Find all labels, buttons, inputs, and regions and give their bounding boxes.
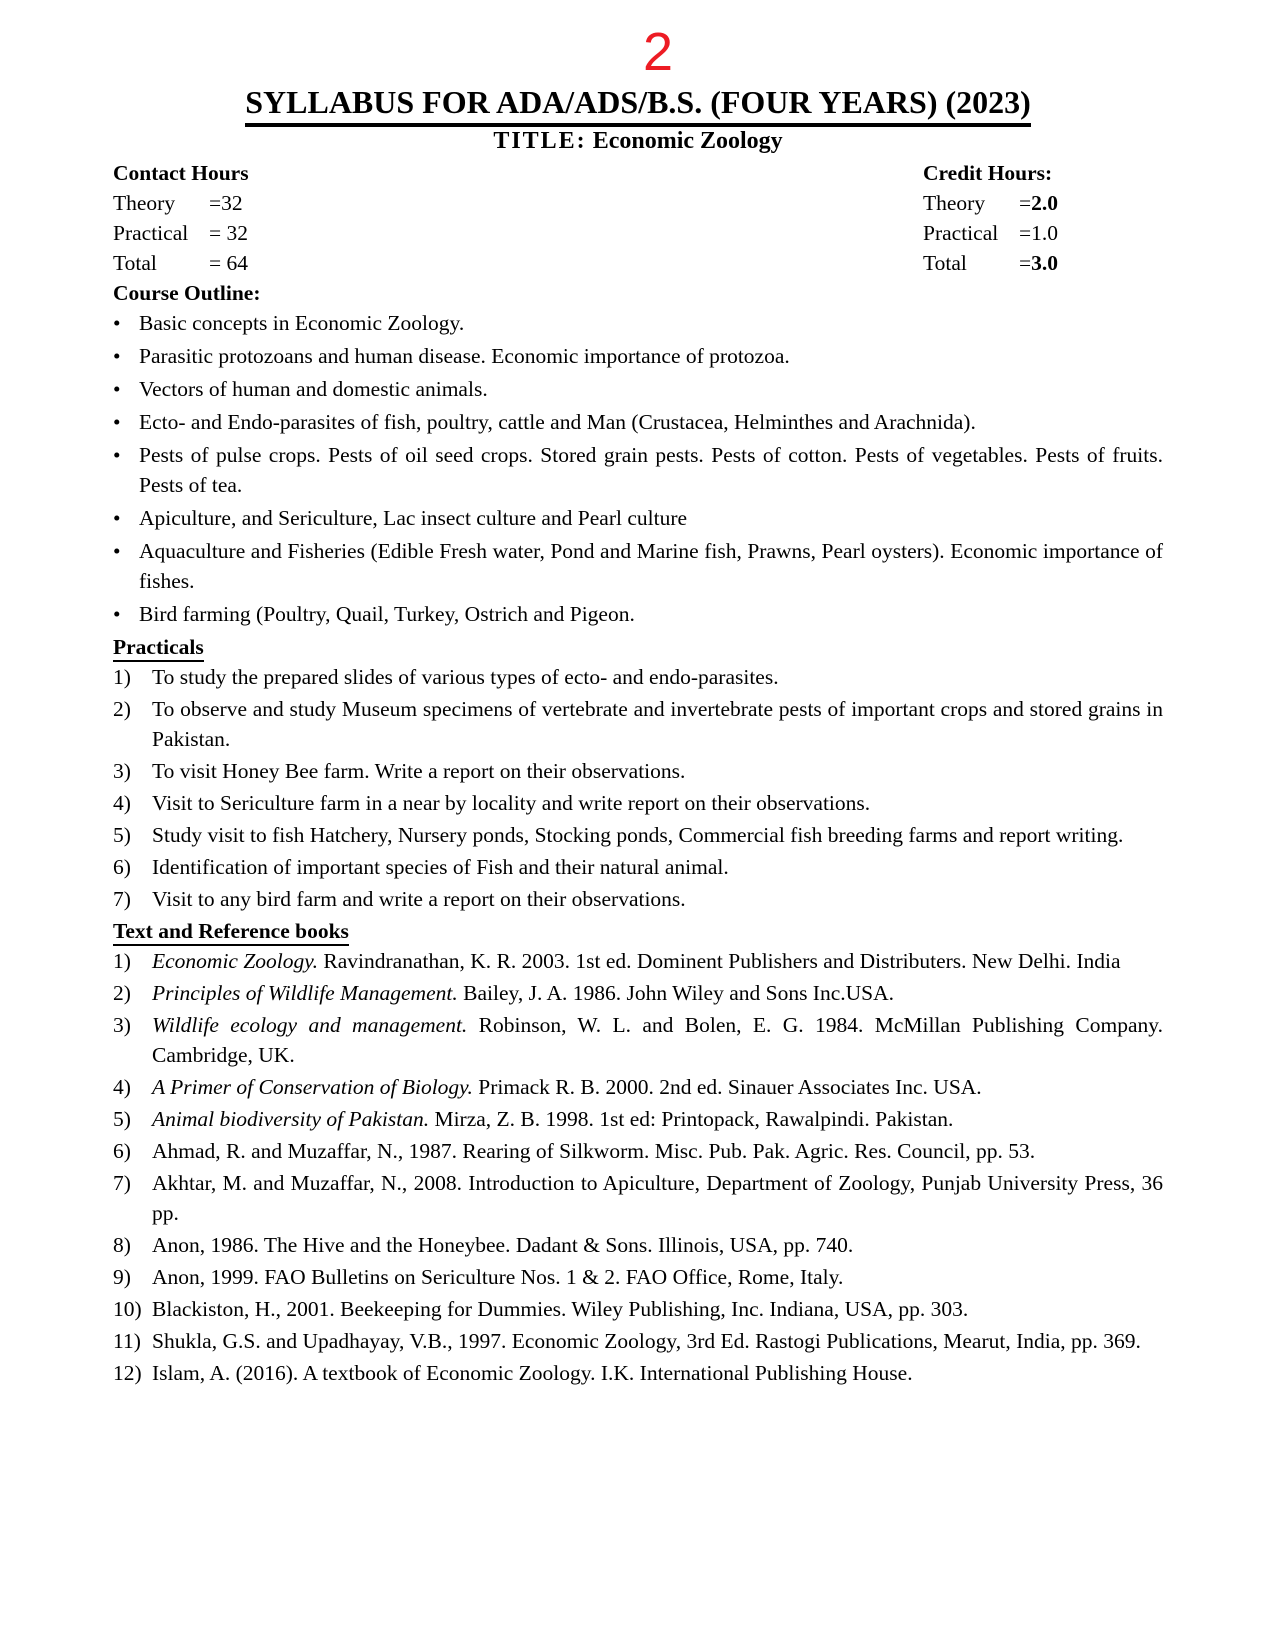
hours-row-value: 2.0	[1031, 191, 1059, 215]
reference-item-title: Principles of Wildlife Management.	[152, 981, 458, 1005]
hours-row-prefix: =	[1019, 191, 1032, 215]
list-item	[113, 599, 1163, 629]
outline-item-text: Bird farming (Poultry, Quail, Turkey, Ostrich and Pigeon.	[139, 602, 635, 626]
practical-item-number: 1)	[113, 665, 131, 689]
contact-hours-row	[113, 188, 249, 218]
references-list	[113, 946, 1163, 1388]
reference-item-number: 10)	[113, 1297, 142, 1321]
course-title-value: Economic Zoology	[592, 128, 783, 154]
list-item	[113, 1326, 1163, 1356]
credit-hours-title: Credit Hours:	[923, 161, 1053, 185]
practical-item-number: 4)	[113, 791, 131, 815]
list-item	[113, 1010, 1163, 1070]
list-item	[113, 341, 1163, 371]
contact-hours-row	[113, 218, 249, 248]
list-item	[113, 1072, 1163, 1102]
page-number: 2	[642, 22, 674, 82]
bullet-marker: •	[113, 410, 121, 434]
bullet-marker: •	[113, 539, 121, 563]
reference-item-text: Anon, 1999. FAO Bulletins on Sericulture Nos. 1 & 2. FAO Office, Rome, Italy.	[152, 1265, 844, 1289]
reference-item-number: 2)	[113, 981, 131, 1005]
practical-item-text: To study the prepared slides of various types of ecto- and endo-parasites.	[152, 665, 779, 689]
bullet-marker: •	[113, 344, 121, 368]
hours-row-label: Theory	[923, 191, 986, 215]
contact-hours-title: Contact Hours	[113, 161, 249, 185]
practical-item-text: To observe and study Museum specimens of vertebrate and invertebrate pests of important crops and stored grains in Pakistan.	[152, 697, 1163, 751]
list-item	[113, 820, 1163, 850]
hours-row-value: = 64	[209, 251, 249, 275]
outline-item-text: Aquaculture and Fisheries (Edible Fresh water, Pond and Marine fish, Prawns, Pearl oysters). Economic importance of fishes.	[139, 539, 1163, 593]
hours-row-prefix: =	[1019, 251, 1032, 275]
reference-item-text: Wildlife ecology and management. Robinson, W. L. and Bolen, E. G. 1984. McMillan Publishing Company. Cambridge, UK.	[152, 1013, 1163, 1067]
course-title-label: TITLE:	[493, 128, 587, 154]
list-item	[113, 407, 1163, 437]
practical-item-number: 3)	[113, 759, 131, 783]
reference-item-text: A Primer of Conservation of Biology. Primack R. B. 2000. 2nd ed. Sinauer Associates Inc. USA.	[152, 1075, 982, 1099]
outline-item-text: Vectors of human and domestic animals.	[139, 377, 488, 401]
contact-hours-row	[113, 248, 249, 278]
course-outline-heading: Course Outline:	[113, 281, 261, 305]
reference-item-text: Principles of Wildlife Management. Bailey, J. A. 1986. John Wiley and Sons Inc.USA.	[152, 981, 895, 1005]
practical-item-text: Visit to any bird farm and write a report on their observations.	[152, 887, 686, 911]
bullet-marker: •	[113, 506, 121, 530]
practical-item-text: Study visit to fish Hatchery, Nursery ponds, Stocking ponds, Commercial fish breeding farms and report writing.	[152, 823, 1124, 847]
outline-item-text: Parasitic protozoans and human disease. Economic importance of protozoa.	[139, 344, 790, 368]
practical-item-text: Identification of important species of Fish and their natural animal.	[152, 855, 729, 879]
bullet-marker: •	[113, 602, 121, 626]
reference-item-number: 12)	[113, 1361, 142, 1385]
hours-row-label: Total	[923, 251, 967, 275]
reference-item-number: 1)	[113, 949, 131, 973]
practical-item-number: 7)	[113, 887, 131, 911]
list-item	[113, 1358, 1163, 1388]
list-item	[113, 694, 1163, 754]
list-item	[113, 884, 1163, 914]
contact-hours-block	[113, 158, 249, 278]
list-item	[113, 308, 1163, 338]
reference-item-number: 7)	[113, 1171, 131, 1195]
hours-row-label: Theory	[113, 191, 176, 215]
list-item	[113, 788, 1163, 818]
bullet-marker: •	[113, 443, 121, 467]
reference-item-title: Animal biodiversity of Pakistan.	[152, 1107, 430, 1131]
credit-hours-row	[923, 188, 1163, 218]
reference-item-text: Islam, A. (2016). A textbook of Economic Zoology. I.K. International Publishing House.	[152, 1361, 913, 1385]
hours-block	[113, 158, 1163, 278]
outline-item-text: Apiculture, and Sericulture, Lac insect culture and Pearl culture	[139, 506, 688, 530]
credit-hours-block	[923, 158, 1163, 278]
hours-row-value: = 32	[209, 221, 249, 245]
list-item	[113, 756, 1163, 786]
reference-item-text: Akhtar, M. and Muzaffar, N., 2008. Introduction to Apiculture, Department of Zoology, Punjab University Press, 36 pp.	[152, 1171, 1163, 1225]
outline-item-text: Basic concepts in Economic Zoology.	[139, 311, 465, 335]
hours-row-value: =32	[209, 191, 243, 215]
references-heading: Text and Reference books	[113, 916, 1163, 946]
outline-item-text: Ecto- and Endo-parasites of fish, poultry, cattle and Man (Crustacea, Helminthes and Arachnida).	[139, 410, 976, 434]
hours-row-value: 3.0	[1031, 251, 1059, 275]
reference-item-text: Shukla, G.S. and Upadhayay, V.B., 1997. Economic Zoology, 3rd Ed. Rastogi Publications, Mearut, India, pp. 369.	[152, 1329, 1141, 1353]
course-title	[113, 127, 1163, 155]
list-item	[113, 1104, 1163, 1134]
reference-item-number: 11)	[113, 1329, 141, 1353]
reference-item-number: 6)	[113, 1139, 131, 1163]
reference-item-text: Anon, 1986. The Hive and the Honeybee. Dadant & Sons. Illinois, USA, pp. 740.	[152, 1233, 854, 1257]
bullet-marker: •	[113, 377, 121, 401]
reference-item-number: 5)	[113, 1107, 131, 1131]
hours-row-label: Total	[113, 251, 157, 275]
reference-item-text: Blackiston, H., 2001. Beekeeping for Dummies. Wiley Publishing, Inc. Indiana, USA, pp. 303.	[152, 1297, 969, 1321]
practicals-list	[113, 662, 1163, 914]
reference-item-title: Wildlife ecology and management.	[152, 1013, 468, 1037]
list-item	[113, 1168, 1163, 1228]
list-item	[113, 662, 1163, 692]
reference-item-title: A Primer of Conservation of Biology.	[152, 1075, 473, 1099]
credit-hours-row	[923, 248, 1163, 278]
hours-row-value: 1.0	[1031, 221, 1059, 245]
reference-item-text: Ahmad, R. and Muzaffar, N., 1987. Rearing of Silkworm. Misc. Pub. Pak. Agric. Res. Council, pp. 53.	[152, 1139, 1036, 1163]
reference-item-number: 8)	[113, 1233, 131, 1257]
reference-item-title: Economic Zoology.	[152, 949, 319, 973]
practical-item-number: 2)	[113, 697, 131, 721]
list-item	[113, 978, 1163, 1008]
reference-item-number: 9)	[113, 1265, 131, 1289]
practicals-heading: Practicals	[113, 632, 1163, 662]
list-item	[113, 1294, 1163, 1324]
list-item	[113, 946, 1163, 976]
document-title: SYLLABUS FOR ADA/ADS/B.S. (FOUR YEARS) (2023)	[113, 82, 1163, 127]
list-item	[113, 852, 1163, 882]
list-item	[113, 374, 1163, 404]
list-item	[113, 440, 1163, 500]
hours-row-label: Practical	[923, 221, 999, 245]
list-item	[113, 1136, 1163, 1166]
practical-item-text: To visit Honey Bee farm. Write a report on their observations.	[152, 759, 686, 783]
reference-item-number: 3)	[113, 1013, 131, 1037]
practical-item-number: 5)	[113, 823, 131, 847]
list-item	[113, 1230, 1163, 1260]
list-item	[113, 536, 1163, 596]
reference-item-text: Animal biodiversity of Pakistan. Mirza, Z. B. 1998. 1st ed: Printopack, Rawalpindi. Pakistan.	[152, 1107, 954, 1131]
hours-row-prefix: =	[1019, 221, 1032, 245]
bullet-marker: •	[113, 311, 121, 335]
credit-hours-row	[923, 218, 1163, 248]
list-item	[113, 503, 1163, 533]
course-outline-list	[113, 308, 1163, 629]
reference-item-text: Economic Zoology. Ravindranathan, K. R. 2003. 1st ed. Dominent Publishers and Distributers. New Delhi. India	[152, 949, 1121, 973]
practical-item-number: 6)	[113, 855, 131, 879]
hours-row-label: Practical	[113, 221, 189, 245]
reference-item-number: 4)	[113, 1075, 131, 1099]
list-item	[113, 1262, 1163, 1292]
practical-item-text: Visit to Sericulture farm in a near by locality and write report on their observations.	[152, 791, 871, 815]
outline-item-text: Pests of pulse crops. Pests of oil seed crops. Stored grain pests. Pests of cotton. Pests of vegetables. Pests of fruits. Pests of tea.	[139, 443, 1163, 497]
